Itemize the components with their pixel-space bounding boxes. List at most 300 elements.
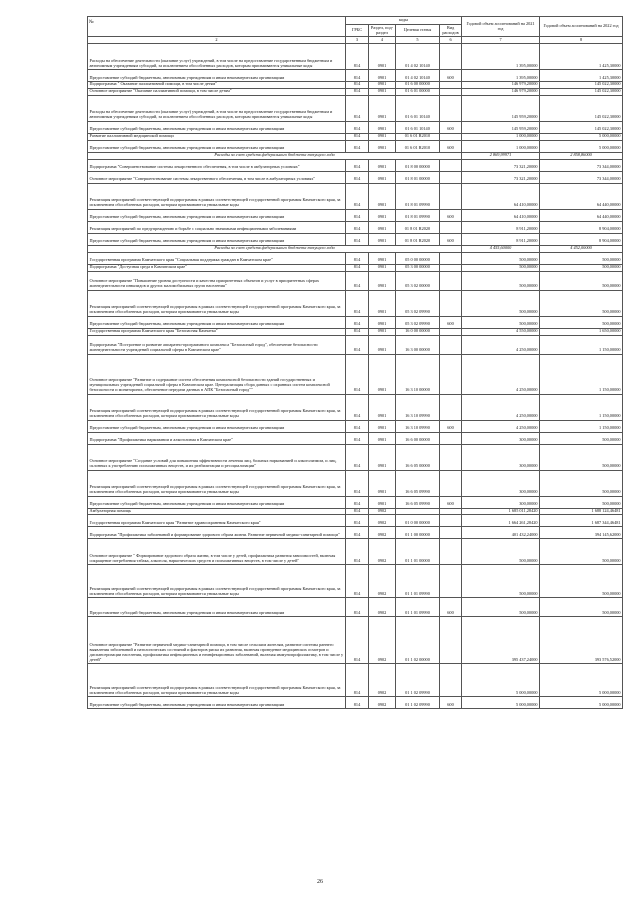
expense-type-code [440, 221, 462, 233]
target-article-code: 01 1 02 09990 [396, 664, 440, 697]
amount-2022: 500,00000 [540, 432, 623, 444]
grbs-code: 814 [346, 354, 369, 394]
expense-type-code: 600 [440, 598, 462, 617]
amount-2021: 73 321,20000 [462, 159, 540, 171]
expense-name: Предоставление субсидий бюджетным, автономным учреждениям и иным некоммерческим организациям [88, 121, 346, 133]
target-article-code: 01 8 00 00000 [396, 159, 440, 171]
table-row [88, 515, 623, 527]
expense-name: Предоставление субсидий бюджетным, автономным учреждениям и иным некоммерческим организациям [88, 420, 346, 432]
expense-name: Подпрограмма " Оказание паллиативной помощи, в том числе детям" [88, 81, 346, 88]
expense-name: Основное мероприятие "Создание условий для повышения эффективности лечения лиц, больных наркоманией и алкоголизмом, и лиц, склонных к употреблению психоактивных веществ, и их реабилитации и ресоциализации" [88, 444, 346, 470]
section-code: 0901 [369, 354, 396, 394]
target-article-code: 01 6 01 10140 [396, 95, 440, 121]
table-row [88, 444, 623, 470]
section-code: 0901 [369, 252, 396, 264]
target-article-code: 01 6 01 10140 [396, 121, 440, 133]
amount-2022: 500,00000 [540, 316, 623, 328]
target-article-code: 01 1 01 00000 [396, 539, 440, 565]
amount-2022: 5 000,00000 [540, 133, 623, 140]
table-row [88, 420, 623, 432]
expense-name: Реализация мероприятий соответствующей подпрограммы в рамках соответствующей государственной программы Камчатского края, за исключением обособленных расходов, которым присваиваются уникальные коды [88, 565, 346, 598]
amount-2021: 4 455,60000 [462, 245, 540, 252]
expense-name: Государственная программа Камчатского края "Безопасная Камчатка" [88, 328, 346, 335]
expense-name: Реализация мероприятий соответствующей подпрограммы в рамках соответствующей государственной программы Камчатского края, за исключением обособленных расходов, которым присваиваются уникальные коды [88, 470, 346, 496]
section-code: 0902 [369, 664, 396, 697]
amount-2022: 73 344,00000 [540, 159, 623, 171]
expense-type-code [440, 271, 462, 290]
expense-type-code [440, 88, 462, 95]
expense-name: Развитие паллиативной медицинской помощи [88, 133, 346, 140]
grbs-code: 814 [346, 565, 369, 598]
target-article-code: 01 6 01 00000 [396, 88, 440, 95]
section-code: 0901 [369, 43, 396, 69]
expense-type-code [440, 527, 462, 539]
expense-name: Реализация мероприятий соответствующей подпрограммы в рамках соответствующей государственной программы Камчатского края, за исключением обособленных расходов, которым присваиваются уникальные коды [88, 664, 346, 697]
expense-name: Расходы на обеспечение деятельности (оказание услуг) учреждений, в том числе на предоставление государственным бюджетным и автономным учреждениям субсидий, за исключением обособленных расходов, которым присваиваются уникальные коды [88, 43, 346, 69]
grbs-code: 814 [346, 209, 369, 221]
target-article-code: 01 8 01 09990 [396, 183, 440, 209]
section-code: 0901 [369, 209, 396, 221]
amount-2022: 8 904,00000 [540, 221, 623, 233]
amount-2022: 1 425,30000 [540, 69, 623, 81]
grbs-code: 814 [346, 328, 369, 335]
amount-2022: 1 688 124,46481 [540, 508, 623, 515]
header-codes: коды [346, 17, 462, 25]
expense-type-code [440, 539, 462, 565]
amount-2022: 394 145,62000 [540, 527, 623, 539]
amount-2021: 8 911,20000 [462, 233, 540, 245]
target-article-code: 01 0 00 00000 [396, 515, 440, 527]
expense-name: Расходы на обеспечение деятельности (оказание услуг) учреждений, в том числе на предоставление государственным бюджетным и автономным учреждениям субсидий, за исключением обособленных расходов, которым присваиваются уникальные коды [88, 95, 346, 121]
amount-2021: 73 321,20000 [462, 171, 540, 183]
section-code: 0901 [369, 264, 396, 271]
table-row [88, 140, 623, 152]
target-article-code: 05 3 02 09990 [396, 290, 440, 316]
expense-name: Реализация мероприятий соответствующей подпрограммы в рамках соответствующей государственной программы Камчатского края, за исключением обособленных расходов, которым присваиваются уникальные коды [88, 290, 346, 316]
amount-2022: 5 000,00000 [540, 664, 623, 697]
amount-2021: 5 000,00000 [462, 697, 540, 709]
amount-2021: 300,00000 [462, 470, 540, 496]
section-code: 0901 [369, 290, 396, 316]
amount-2022: 500,00000 [540, 271, 623, 290]
grbs-code: 814 [346, 221, 369, 233]
grbs-code: 814 [346, 43, 369, 69]
amount-2021: 1 685 011,28420 [462, 508, 540, 515]
amount-2021: 395 437,24000 [462, 617, 540, 664]
expense-type-code [440, 394, 462, 420]
amount-2022: 1 150,00000 [540, 335, 623, 354]
table-row [88, 394, 623, 420]
grbs-code: 814 [346, 271, 369, 290]
header-grbs: ГРБС [346, 25, 369, 37]
target-article-code: 01 8 01 00000 [396, 171, 440, 183]
table-row [88, 271, 623, 290]
expense-type-code [440, 354, 462, 394]
grbs-code: 814 [346, 252, 369, 264]
table-row [88, 527, 623, 539]
amount-2022: 500,00000 [540, 598, 623, 617]
expense-name: Основное мероприятие "Совершенствование системы лекарственного обеспечения, в том числе в амбулаторных условиях" [88, 171, 346, 183]
expense-name: Подпрограмма "Совершенствование системы лекарственного обеспечения, в том числе в амбулаторных условиях" [88, 159, 346, 171]
amount-2022: 1 150,00000 [540, 420, 623, 432]
grbs-code: 814 [346, 470, 369, 496]
column-number: 5 [396, 37, 440, 44]
section-code: 0901 [369, 221, 396, 233]
amount-2021: 4 550,00000 [462, 328, 540, 335]
section-code: 0901 [369, 316, 396, 328]
header-year-2022: Годовой объем ассигнований на 2022 год [540, 17, 623, 37]
table-row [88, 328, 623, 335]
table-row [88, 221, 623, 233]
page-number: 26 [317, 879, 323, 885]
section-code: 0901 [369, 233, 396, 245]
funding-note: Расходы за счет средств федерального бюджета текущего года [88, 152, 462, 159]
table-row [88, 209, 623, 221]
expense-type-code: 600 [440, 140, 462, 152]
column-number: 2 [88, 37, 346, 44]
section-code: 0901 [369, 470, 396, 496]
amount-2021: 1 664 261,28420 [462, 515, 540, 527]
expense-type-code [440, 328, 462, 335]
target-article-code: 01 6 01 R2010 [396, 133, 440, 140]
section-code: 0901 [369, 496, 396, 508]
grbs-code: 814 [346, 394, 369, 420]
table-row [88, 43, 623, 69]
target-article-code: 16 3 10 09990 [396, 420, 440, 432]
table-row [88, 81, 623, 88]
table-row [88, 354, 623, 394]
amount-2022: 5 000,00000 [540, 697, 623, 709]
grbs-code: 814 [346, 159, 369, 171]
expense-name: Амбулаторная помощь [88, 508, 346, 515]
amount-2022: 500,00000 [540, 444, 623, 470]
amount-2022: 500,00000 [540, 539, 623, 565]
grbs-code: 814 [346, 664, 369, 697]
grbs-code: 814 [346, 496, 369, 508]
target-article-code: 01 8 01 R2020 [396, 233, 440, 245]
expense-name: Подпрограмма "Доступная среда в Камчатском крае" [88, 264, 346, 271]
amount-2021: 1 000,00000 [462, 140, 540, 152]
grbs-code: 814 [346, 264, 369, 271]
expense-name: Подпрограмма "Профилактика наркомании и алкоголизма в Камчатском крае" [88, 432, 346, 444]
section-code: 0901 [369, 81, 396, 88]
expense-name: Реализация мероприятий соответствующей подпрограммы в рамках соответствующей государственной программы Камчатского края, за исключением обособленных расходов, которым присваиваются уникальные коды [88, 183, 346, 209]
amount-2022: 145 022,30000 [540, 81, 623, 88]
target-article-code: 16 3 10 09990 [396, 394, 440, 420]
section-code: 0901 [369, 133, 396, 140]
grbs-code: 814 [346, 140, 369, 152]
grbs-code: 814 [346, 697, 369, 709]
expense-type-code [440, 508, 462, 515]
target-article-code: 16 3 10 00000 [396, 354, 440, 394]
amount-2021: 401 432,24000 [462, 527, 540, 539]
grbs-code: 814 [346, 432, 369, 444]
section-code: 0901 [369, 183, 396, 209]
table-row [88, 233, 623, 245]
grbs-code: 814 [346, 233, 369, 245]
amount-2022: 4 452,00000 [540, 245, 623, 252]
section-code: 0901 [369, 171, 396, 183]
target-article-code: 16 0 00 00000 [396, 328, 440, 335]
header-year-2021: Годовой объем ассигнований на 2021 год [462, 17, 540, 37]
expense-name: Основное мероприятие "Повышение уровня доступности и качества приоритетных объектов и услуг в приоритетных сферах жизнедеятельности инвалидов и других маломобильных групп населения" [88, 271, 346, 290]
expense-name: Государственная программа Камчатского края "Социальная поддержка граждан в Камчатском крае" [88, 252, 346, 264]
amount-2021: 500,00000 [462, 316, 540, 328]
amount-2021: 1 000,00000 [462, 133, 540, 140]
expense-name: Основное мероприятие "Оказание паллиативной помощи, в том числе детям" [88, 88, 346, 95]
grbs-code: 814 [346, 290, 369, 316]
expense-type-code: 600 [440, 121, 462, 133]
target-article-code: 01 1 01 09990 [396, 565, 440, 598]
amount-2022: 1 150,00000 [540, 354, 623, 394]
table-subtotal-row [88, 245, 623, 252]
amount-2022: 500,00000 [540, 264, 623, 271]
amount-2021: 300,00000 [462, 432, 540, 444]
header-expense-type: Вид расходов [440, 25, 462, 37]
amount-2021: 145 959,20000 [462, 121, 540, 133]
amount-2022: 1 425,30000 [540, 43, 623, 69]
section-code: 0901 [369, 88, 396, 95]
expense-type-code [440, 335, 462, 354]
table-row [88, 598, 623, 617]
expense-type-code [440, 159, 462, 171]
grbs-code: 814 [346, 95, 369, 121]
column-number: 6 [440, 37, 462, 44]
column-number: 8 [540, 37, 623, 44]
expense-name: Предоставление субсидий бюджетным, автономным учреждениям и иным некоммерческим организациям [88, 69, 346, 81]
target-article-code: 01 8 01 09990 [396, 209, 440, 221]
amount-2021: 8 911,20000 [462, 221, 540, 233]
target-article-code: 05 3 00 00000 [396, 264, 440, 271]
table-row [88, 316, 623, 328]
amount-2022: 500,00000 [540, 565, 623, 598]
expense-type-code [440, 95, 462, 121]
column-number: 4 [369, 37, 396, 44]
target-article-code: 01 8 01 R2020 [396, 221, 440, 233]
amount-2022: 500,00000 [540, 470, 623, 496]
table-row [88, 95, 623, 121]
expense-type-code [440, 290, 462, 316]
expense-type-code [440, 565, 462, 598]
section-code: 0901 [369, 140, 396, 152]
header-razdel: Раздел, под-раздел [369, 25, 396, 37]
target-article-code [396, 508, 440, 515]
expense-type-code [440, 264, 462, 271]
target-article-code: 01 1 02 00000 [396, 617, 440, 664]
amount-2022: 145 022,30000 [540, 121, 623, 133]
grbs-code: 814 [346, 183, 369, 209]
grbs-code: 814 [346, 133, 369, 140]
amount-2022: 145 022,30000 [540, 88, 623, 95]
table-row [88, 252, 623, 264]
section-code: 0901 [369, 95, 396, 121]
table-row [88, 171, 623, 183]
section-code: 0901 [369, 335, 396, 354]
table-row [88, 697, 623, 709]
table-row [88, 264, 623, 271]
section-code: 0901 [369, 432, 396, 444]
expense-type-code [440, 43, 462, 69]
target-article-code: 16 6 05 09990 [396, 496, 440, 508]
expense-type-code: 600 [440, 233, 462, 245]
table-row [88, 617, 623, 664]
table-header [88, 17, 623, 44]
amount-2021: 4 250,00000 [462, 420, 540, 432]
section-code: 0901 [369, 420, 396, 432]
expense-type-code: 600 [440, 697, 462, 709]
amount-2021: 4 250,00000 [462, 354, 540, 394]
amount-2022: 500,00000 [540, 290, 623, 316]
expense-type-code [440, 183, 462, 209]
amount-2021: 64 410,00000 [462, 209, 540, 221]
expense-name: Реализация мероприятий по предупреждению и борьбе с социально значимыми инфекционными заболеваниями [88, 221, 346, 233]
grbs-code: 814 [346, 539, 369, 565]
grbs-code: 814 [346, 81, 369, 88]
expense-name: Основное мероприятие "Развитие и содержание систем обеспечения комплексной безопасности зданий государственных и муниципальных учреждений социальной сферы в Камчатском крае. Централизация сбора данных с охранных систем комплексной безопасности и мониторинга, обеспечение передачи данных в АПК "Безопасный город"" [88, 354, 346, 394]
expense-type-code [440, 432, 462, 444]
expense-name: Предоставление субсидий бюджетным, автономным учреждениям и иным некоммерческим организациям [88, 697, 346, 709]
expense-type-code [440, 444, 462, 470]
target-article-code: 05 3 02 09990 [396, 316, 440, 328]
section-code: 0901 [369, 271, 396, 290]
section-code: 0902 [369, 598, 396, 617]
expense-name: Подпрограмма "Построение и развитие аппаратно-программного комплекса "Безопасный город", обеспечение безопасности жизнедеятельности учреждений социальной сферы в Камчатском крае" [88, 335, 346, 354]
target-article-code: 16 6 05 09990 [396, 470, 440, 496]
table-row [88, 539, 623, 565]
expense-type-code [440, 470, 462, 496]
amount-2022: 64 440,00000 [540, 183, 623, 209]
target-article-code: 01 4 02 10140 [396, 43, 440, 69]
amount-2022: 500,00000 [540, 496, 623, 508]
amount-2022: 5 000,00000 [540, 140, 623, 152]
amount-2021: 300,00000 [462, 444, 540, 470]
table-row [88, 664, 623, 697]
expense-type-code: 600 [440, 209, 462, 221]
amount-2022: 500,00000 [540, 252, 623, 264]
expense-type-code: 600 [440, 316, 462, 328]
expense-name: Основное мероприятие " Формирование здорового образа жизни, в том числе у детей, профилактика развития зависимостей, включая сокращение потребления табака, алкоголя, наркотических средств и психоактивных веществ, в том числе у детей" [88, 539, 346, 565]
table-row [88, 565, 623, 598]
amount-2021: 1 395,00000 [462, 43, 540, 69]
section-code: 0902 [369, 527, 396, 539]
section-code: 0901 [369, 121, 396, 133]
number-column-label: № [89, 20, 94, 25]
amount-2021: 4 250,00000 [462, 335, 540, 354]
table-row [88, 432, 623, 444]
amount-2021: 64 410,00000 [462, 183, 540, 209]
grbs-code: 814 [346, 69, 369, 81]
target-article-code: 01 1 02 09990 [396, 697, 440, 709]
grbs-code: 814 [346, 335, 369, 354]
section-code: 0902 [369, 515, 396, 527]
amount-2021: 500,00000 [462, 264, 540, 271]
header-name [88, 17, 346, 37]
grbs-code: 814 [346, 121, 369, 133]
section-code: 0902 [369, 697, 396, 709]
amount-2022: 1 687 344,46481 [540, 515, 623, 527]
target-article-code: 01 6 01 R2010 [396, 140, 440, 152]
budget-document-page [87, 16, 622, 709]
amount-2021: 1 395,00000 [462, 69, 540, 81]
amount-2022: 2 858,86000 [540, 152, 623, 159]
expense-name: Предоставление субсидий бюджетным, автономным учреждениям и иным некоммерческим организациям [88, 233, 346, 245]
amount-2021: 146 979,20000 [462, 81, 540, 88]
expense-type-code [440, 171, 462, 183]
target-article-code: 16 6 00 00000 [396, 432, 440, 444]
amount-2021: 500,00000 [462, 271, 540, 290]
amount-2021: 500,00000 [462, 598, 540, 617]
table-subtotal-row [88, 152, 623, 159]
table-row [88, 121, 623, 133]
table-row [88, 290, 623, 316]
grbs-code: 814 [346, 171, 369, 183]
amount-2021: 500,00000 [462, 539, 540, 565]
grbs-code: 814 [346, 527, 369, 539]
expense-type-code [440, 252, 462, 264]
amount-2022: 73 344,00000 [540, 171, 623, 183]
section-code: 0901 [369, 328, 396, 335]
table-row [88, 470, 623, 496]
grbs-code: 814 [346, 617, 369, 664]
table-row [88, 88, 623, 95]
expense-type-code [440, 133, 462, 140]
expense-type-code: 600 [440, 420, 462, 432]
table-row [88, 496, 623, 508]
amount-2022: 8 904,00000 [540, 233, 623, 245]
amount-2022: 393 576,52000 [540, 617, 623, 664]
target-article-code: 01 1 01 09990 [396, 598, 440, 617]
expense-name: Государственная программа Камчатского края "Развитие здравоохранения Камчатского края" [88, 515, 346, 527]
amount-2022: 145 022,30000 [540, 95, 623, 121]
expense-type-code [440, 515, 462, 527]
expense-name: Предоставление субсидий бюджетным, автономным учреждениям и иным некоммерческим организациям [88, 209, 346, 221]
section-code: 0902 [369, 508, 396, 515]
grbs-code: 814 [346, 508, 369, 515]
amount-2021: 145 959,20000 [462, 95, 540, 121]
target-article-code: 16 6 05 00000 [396, 444, 440, 470]
table-row [88, 335, 623, 354]
section-code: 0902 [369, 539, 396, 565]
section-code: 0901 [369, 159, 396, 171]
grbs-code: 814 [346, 444, 369, 470]
amount-2021: 146 979,20000 [462, 88, 540, 95]
amount-2022: 1 150,00000 [540, 394, 623, 420]
amount-2022: 1 650,00000 [540, 328, 623, 335]
section-code: 0902 [369, 565, 396, 598]
column-number: 3 [346, 37, 369, 44]
section-code: 0901 [369, 394, 396, 420]
expense-name: Предоставление субсидий бюджетным, автономным учреждениям и иным некоммерческим организациям [88, 140, 346, 152]
expense-name: Подпрограмма "Профилактика заболеваний и формирование здорового образа жизни. Развитие первичной медико-санитарной помощи" [88, 527, 346, 539]
expense-type-code [440, 81, 462, 88]
table-row [88, 508, 623, 515]
expense-name: Основное мероприятие "Развитие первичной медико-санитарной помощи, в том числе сельским жителям, развитие системы раннего выявления заболеваний и патологических состояний и факторов риска их развития, включая проведение медицинских осмотров и диспансеризации населения, профилактика инфекционных и неинфекционных заболеваний, включая иммунопрофилактику, в том числе у детей" [88, 617, 346, 664]
table-row [88, 183, 623, 209]
amount-2021: 500,00000 [462, 565, 540, 598]
amount-2021: 500,00000 [462, 252, 540, 264]
grbs-code: 814 [346, 515, 369, 527]
expense-type-code [440, 617, 462, 664]
amount-2022: 64 440,00000 [540, 209, 623, 221]
expense-name: Реализация мероприятий соответствующей подпрограммы в рамках соответствующей государственной программы Камчатского края, за исключением обособленных расходов, которым присваиваются уникальные коды [88, 394, 346, 420]
expense-name: Предоставление субсидий бюджетным, автономным учреждениям и иным некоммерческим организациям [88, 316, 346, 328]
expense-type-code: 600 [440, 496, 462, 508]
amount-2021: 5 000,00000 [462, 664, 540, 697]
target-article-code: 01 4 02 10140 [396, 69, 440, 81]
amount-2021: 500,00000 [462, 290, 540, 316]
funding-note: Расходы за счет средств федерального бюджета текущего года [88, 245, 462, 252]
expense-type-code [440, 664, 462, 697]
